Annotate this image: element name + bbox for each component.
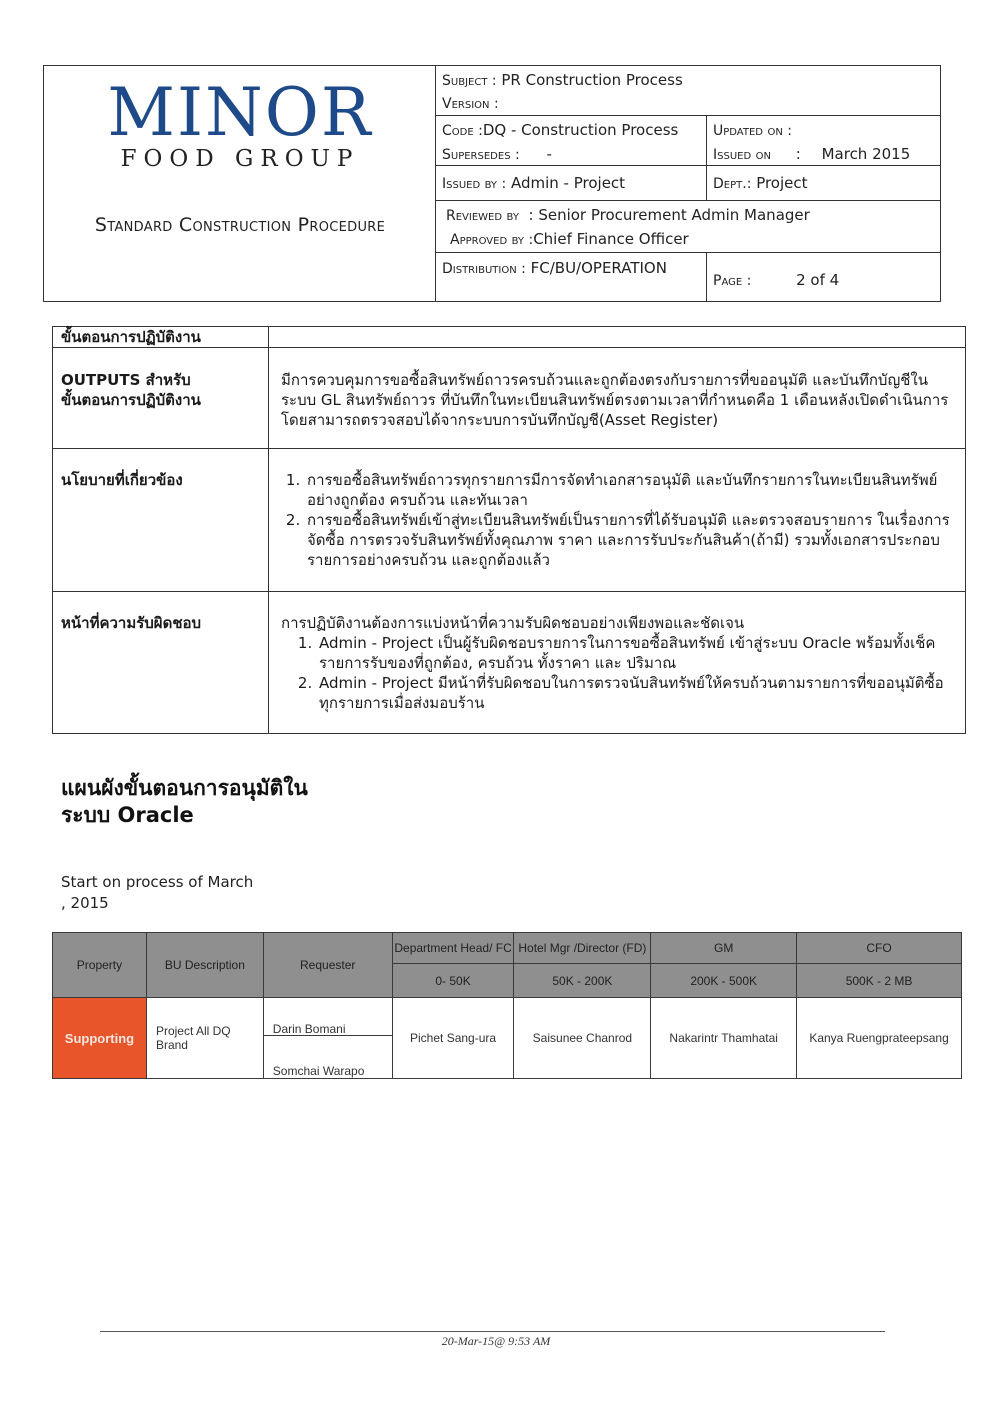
responsibility-label: หน้าที่ความรับผิดชอบ [53, 592, 269, 734]
code-label: Code : [442, 123, 483, 139]
review-approval-row: Reviewed by : Senior Procurement Admin Manager Approved by :Chief Finance Officer [436, 201, 940, 253]
distribution-page-row [436, 253, 940, 301]
header-level-role: CFO [797, 933, 962, 964]
header-level-role: GM [651, 933, 797, 964]
approver-cell: Saisunee Chanrod [514, 998, 651, 1079]
subject-version-row [436, 66, 940, 116]
bu-description-cell: Project All DQ Brand [146, 998, 263, 1079]
header-level-role: Hotel Mgr /Director (FD) [514, 933, 651, 964]
header-requester: Requester [263, 933, 392, 998]
approval-header-row [53, 933, 962, 964]
procedure-row-responsibility [53, 592, 966, 734]
policy-label: นโยบายที่เกี่ยวข้อง [53, 449, 269, 592]
company-logo-subtitle: FOOD GROUP [120, 146, 360, 172]
policy-item: 1. การขอซื้อสินทรัพย์ถาวรทุกรายการมีการจัดทำเอกสารอนุมัติ และบันทึกรายการในทะเบียนสินทรัพย์อย่างถูกต้อง ครบถ้วน และทันเวลา [305, 470, 957, 510]
header-metadata [436, 66, 940, 301]
version-label: Version : [442, 96, 499, 112]
issued-on-label: Issued on [713, 147, 771, 163]
reviewed-by-label: Reviewed by [446, 208, 519, 224]
responsibility-item: 2. Admin - Project มีหน้าที่รับผิดชอบในการตรวจนับสินทรัพย์ให้ครบถ้วนตามรายการที่ขออนุมัติซื้อทุกรายการเมื่อส่งมอบร้าน [317, 673, 957, 713]
distribution-value: FC/BU/OPERATION [530, 259, 667, 277]
requester-name: Darin Bomani [264, 998, 392, 1036]
outputs-label-line1: OUTPUTS สำหรับ [61, 371, 191, 389]
subject-value: PR Construction Process [501, 71, 683, 89]
page-label: Page : [713, 273, 752, 289]
approver-cell: Nakarintr Thamhatai [651, 998, 797, 1079]
policy-list [281, 470, 957, 570]
distribution-label: Distribution : [442, 261, 526, 277]
code-dates-row: Code :DQ - Construction Process Supersedes : - Updated on : Issued on : March 2015 [436, 116, 940, 166]
dept-value: Project [756, 174, 808, 192]
approver-cell: Kanya Ruengprateepsang [797, 998, 962, 1079]
approval-flow-title-line1: แผนผังขั้นตอนการอนุมัติใน [61, 776, 308, 800]
footer-divider [100, 1331, 885, 1332]
approver-cell: Pichet Sang-ura [392, 998, 514, 1079]
code-value: DQ - Construction Process [482, 121, 679, 139]
reviewed-by-value: Senior Procurement Admin Manager [538, 206, 810, 224]
updated-on-label: Updated on : [713, 123, 792, 139]
outputs-text: มีการควบคุมการขอซื้อสินทรัพย์ถาวรครบถ้วนและถูกต้องตรงกับรายการที่ขออนุมัติ และบันทึกบัญชีในระบบ GL สินทรัพย์ถาวร ที่บันทึกในทะเบียนสินทรัพย์ตรงตามเวลาที่กำหนดคือ 1 เดือนหลังเปิดดำเนินการ โดยสามารถตรวจสอบได้จากระบบการบันทึกบัญชี(Asset Register) [269, 348, 966, 449]
company-logo: MINOR [107, 74, 373, 151]
procedure-row-outputs [53, 348, 966, 449]
approval-row [53, 998, 962, 1079]
supersedes-label: Supersedes : [442, 147, 520, 163]
procedure-table-header [53, 327, 966, 348]
property-cell: Supporting [53, 998, 147, 1079]
page-value: 2 of 4 [796, 271, 840, 289]
header-logo-panel [44, 66, 436, 301]
start-note-line1: Start on process of March [61, 873, 254, 891]
header-level-range: 500K - 2 MB [797, 964, 962, 998]
issued-by-label: Issued by : [442, 176, 507, 192]
requester-name: Somchai Warapo [272, 1064, 365, 1078]
header-level-range: 50K - 200K [514, 964, 651, 998]
header-property: Property [53, 933, 147, 998]
header-bu-description: BU Description [146, 933, 263, 998]
header-level-role: Department Head/ FC [392, 933, 514, 964]
responsibility-list [281, 633, 957, 713]
responsibility-item: 1. Admin - Project เป็นผู้รับผิดชอบรายการในการขอซื้อสินทรัพย์ เข้าสู่ระบบ Oracle พร้อมทั้งเช็ครายการรับของที่ถูกต้อง, ครบถ้วน ทั้งราคา และ ปริมาณ [317, 633, 957, 673]
policy-item: 2. การขอซื้อสินทรัพย์เข้าสู่ทะเบียนสินทรัพย์เป็นรายการที่ได้รับอนุมัติ และตรวจสอบรายการ ในเรื่องการจัดซื้อ การตรวจรับสินทรัพย์ทั้งคุณภาพ ราคา และการรับประกันสินค้า(ถ้ามี) รวมทั้งเอกสารประกอบรายการอย่างครบถ้วน และถูกต้องแล้ว [305, 510, 957, 570]
procedure-header-col1: ขั้นตอนการปฏิบัติงาน [53, 327, 269, 348]
requester-cell [263, 998, 392, 1079]
procedure-title: Standard Construction Procedure [94, 214, 386, 236]
responsibility-intro: การปฏิบัติงานต้องการแบ่งหน้าที่ความรับผิดชอบอย่างเพียงพอและชัดเจน [281, 614, 745, 632]
procedure-header-col2 [269, 327, 966, 348]
footer-timestamp: 20-Mar-15@ 9:53 AM [441, 1334, 551, 1348]
dept-label: Dept.: [713, 176, 752, 192]
issued-by-row [436, 166, 940, 201]
header-level-range: 200K - 500K [651, 964, 797, 998]
issued-on-value: March 2015 [821, 145, 911, 163]
start-note [61, 872, 253, 914]
approval-table [52, 932, 962, 1079]
header-level-range: 0- 50K [392, 964, 514, 998]
issued-by-value: Admin - Project [510, 174, 626, 192]
outputs-label-line2: ขั้นตอนการปฏิบัติงาน [61, 391, 201, 409]
start-note-line2: , 2015 [61, 894, 109, 912]
approved-by-value: Chief Finance Officer [533, 230, 689, 248]
approval-flow-title-line2: ระบบ Oracle [61, 803, 194, 827]
subject-label: Subject : [442, 73, 497, 89]
supersedes-value: - [546, 145, 552, 163]
approval-flow-title [61, 775, 308, 829]
approved-by-label: Approved by : [450, 232, 534, 248]
document-header [43, 65, 941, 302]
procedure-table [52, 326, 966, 734]
procedure-row-policy [53, 449, 966, 592]
